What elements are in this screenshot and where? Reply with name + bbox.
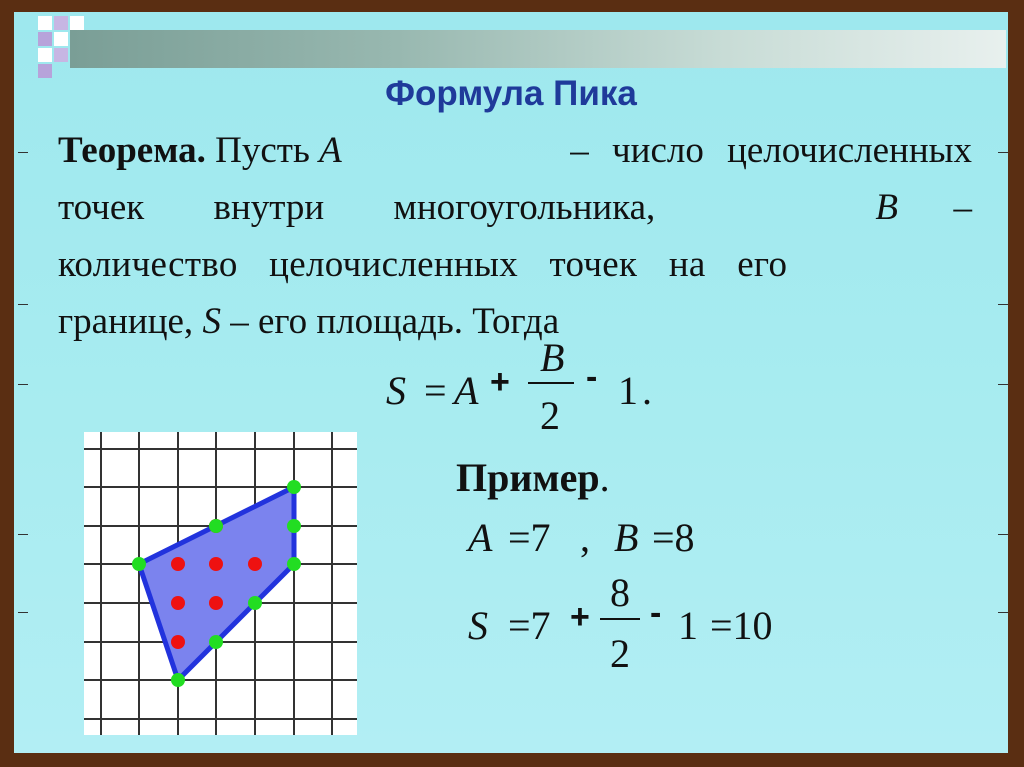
formula-one: 1 bbox=[618, 368, 638, 413]
deco-square bbox=[38, 48, 52, 62]
calc-plus: + bbox=[570, 598, 590, 636]
theorem-line-4 bbox=[58, 293, 972, 350]
given-a-value: =7 bbox=[508, 515, 551, 560]
given-b-value: =8 bbox=[652, 515, 695, 560]
deco-square bbox=[54, 16, 68, 30]
formula-numerator: B bbox=[540, 335, 565, 380]
interior-point bbox=[171, 557, 185, 571]
formula-a: A bbox=[454, 368, 479, 413]
formula-s: S bbox=[386, 368, 406, 413]
theorem-word: границе, bbox=[58, 301, 194, 342]
boundary-point bbox=[248, 596, 262, 610]
formula-dot: . bbox=[642, 368, 652, 413]
boundary-point bbox=[287, 519, 301, 533]
interior-point bbox=[209, 596, 223, 610]
theorem-line-1 bbox=[58, 122, 972, 179]
theorem-text bbox=[58, 122, 972, 350]
ruler-tick bbox=[998, 384, 1008, 385]
ruler-tick bbox=[998, 534, 1008, 535]
calc-minus: - bbox=[650, 594, 662, 632]
example-title-text: Пример bbox=[456, 455, 600, 500]
formula-plus: + bbox=[490, 363, 510, 401]
boundary-point bbox=[209, 519, 223, 533]
interior-point bbox=[248, 557, 262, 571]
calc-s: S bbox=[468, 603, 488, 648]
pick-figure bbox=[84, 432, 357, 735]
slide-title: Формула Пика bbox=[385, 74, 637, 113]
ruler-tick bbox=[18, 304, 28, 305]
var-b: B bbox=[875, 187, 898, 228]
theorem-fragment: – его площадь. Тогда bbox=[230, 301, 560, 342]
calc-one: 1 bbox=[678, 603, 698, 648]
deco-square bbox=[54, 48, 68, 62]
interior-point bbox=[209, 557, 223, 571]
deco-square bbox=[38, 32, 52, 46]
lattice-polygon-svg bbox=[84, 432, 357, 735]
given-comma: , bbox=[580, 515, 590, 560]
calc-numerator: 8 bbox=[610, 570, 630, 615]
var-a: A bbox=[319, 130, 342, 171]
ruler-tick bbox=[998, 152, 1008, 153]
deco-square bbox=[54, 32, 68, 46]
theorem-fragment: – число целочисленных bbox=[570, 130, 972, 171]
formula-minus: - bbox=[586, 358, 598, 396]
theorem-word: Пусть bbox=[215, 130, 310, 171]
deco-square bbox=[70, 16, 84, 30]
ruler-tick bbox=[18, 384, 28, 385]
example-title-dot: . bbox=[599, 455, 610, 500]
boundary-point bbox=[209, 635, 223, 649]
slide bbox=[14, 12, 1008, 753]
calc-denominator: 2 bbox=[610, 631, 630, 676]
theorem-dash: – bbox=[953, 187, 972, 228]
ruler-tick bbox=[998, 304, 1008, 305]
theorem-label: Теорема. bbox=[58, 130, 206, 171]
ruler-tick bbox=[18, 612, 28, 613]
boundary-point bbox=[171, 673, 185, 687]
formula-eq: = bbox=[424, 368, 447, 413]
calc-result: =10 bbox=[710, 603, 773, 648]
calc-fraction-bar bbox=[600, 618, 640, 620]
given-b: B bbox=[614, 515, 639, 560]
theorem-fragment: точек внутри многоугольника, bbox=[58, 187, 656, 228]
ruler-tick bbox=[998, 612, 1008, 613]
header-bar bbox=[70, 30, 1006, 68]
example-title bbox=[456, 454, 610, 501]
fraction-bar bbox=[528, 382, 574, 384]
ruler-tick bbox=[18, 152, 28, 153]
interior-point bbox=[171, 635, 185, 649]
deco-square bbox=[38, 16, 52, 30]
boundary-point bbox=[287, 557, 301, 571]
formula-denominator: 2 bbox=[540, 393, 560, 438]
boundary-point bbox=[132, 557, 146, 571]
theorem-line-3: количество целочисленных точек на его bbox=[58, 244, 788, 285]
given-a: A bbox=[468, 515, 493, 560]
ruler-tick bbox=[18, 534, 28, 535]
calc-eq: =7 bbox=[508, 603, 551, 648]
boundary-point bbox=[287, 480, 301, 494]
theorem-line-2 bbox=[58, 179, 972, 236]
interior-point bbox=[171, 596, 185, 610]
var-s: S bbox=[202, 301, 221, 342]
